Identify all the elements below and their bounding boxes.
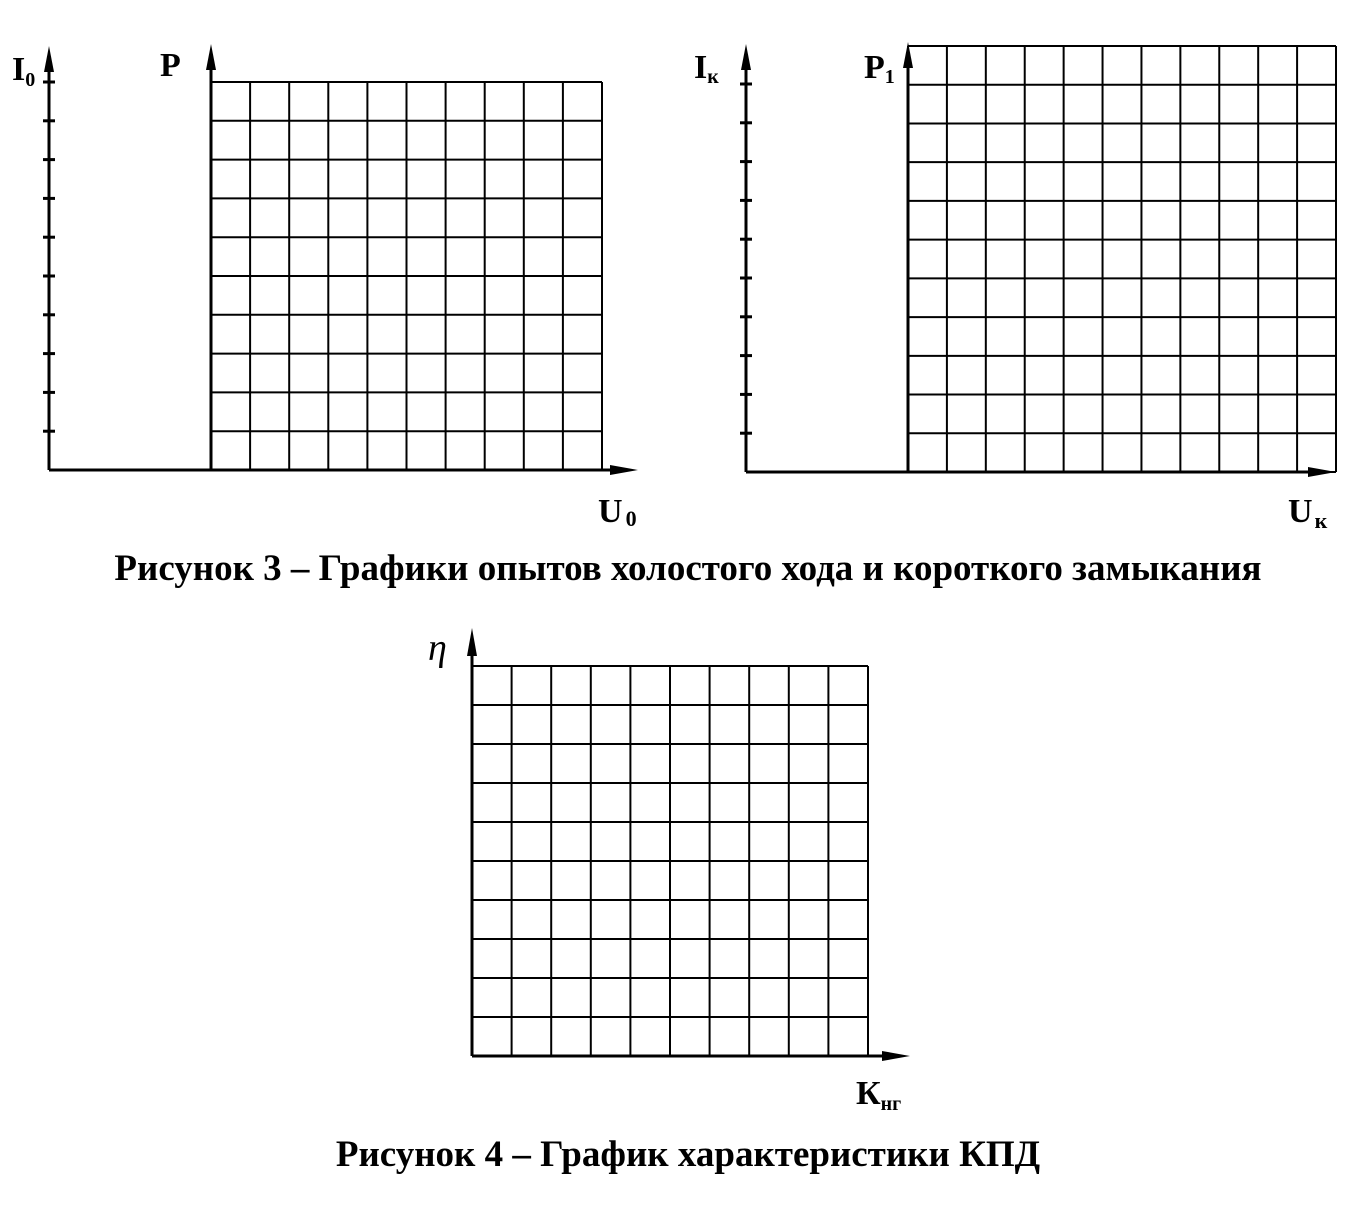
y-axis-power-label: P [160, 47, 181, 84]
y-axis-efficiency-label: η [428, 627, 447, 669]
y-axis-efficiency-arrow [467, 628, 477, 656]
efficiency-chart [428, 627, 910, 1115]
x-axis-voltage-label: Uк [1288, 493, 1328, 533]
no-load-test-chart [12, 44, 638, 531]
x-axis-voltage-label: U 0 [598, 493, 637, 531]
y-axis-power-label: P1 [864, 49, 895, 88]
chart-grid [908, 46, 1336, 472]
y-axis-current-label: Iк [694, 49, 719, 88]
x-axis-load-factor-arrow [882, 1051, 910, 1061]
figure-3-caption: Рисунок 3 – Графики опытов холостого хода и короткого замыкания [114, 548, 1262, 589]
chart-grid [211, 82, 602, 470]
y-axis-current-arrow [741, 44, 751, 70]
figure-4-caption: Рисунок 4 – График характеристики КПД [335, 1134, 1041, 1175]
x-axis-load-factor-label: Кнг [856, 1075, 902, 1115]
y-axis-current-label: I0 [12, 51, 36, 91]
x-axis-voltage-arrow [1308, 467, 1336, 477]
chart-grid [472, 666, 868, 1056]
y-axis-current-arrow [44, 46, 54, 72]
short-circuit-test-chart [694, 42, 1336, 533]
y-axis-power-arrow [206, 44, 216, 70]
x-axis-voltage-arrow [610, 465, 638, 475]
